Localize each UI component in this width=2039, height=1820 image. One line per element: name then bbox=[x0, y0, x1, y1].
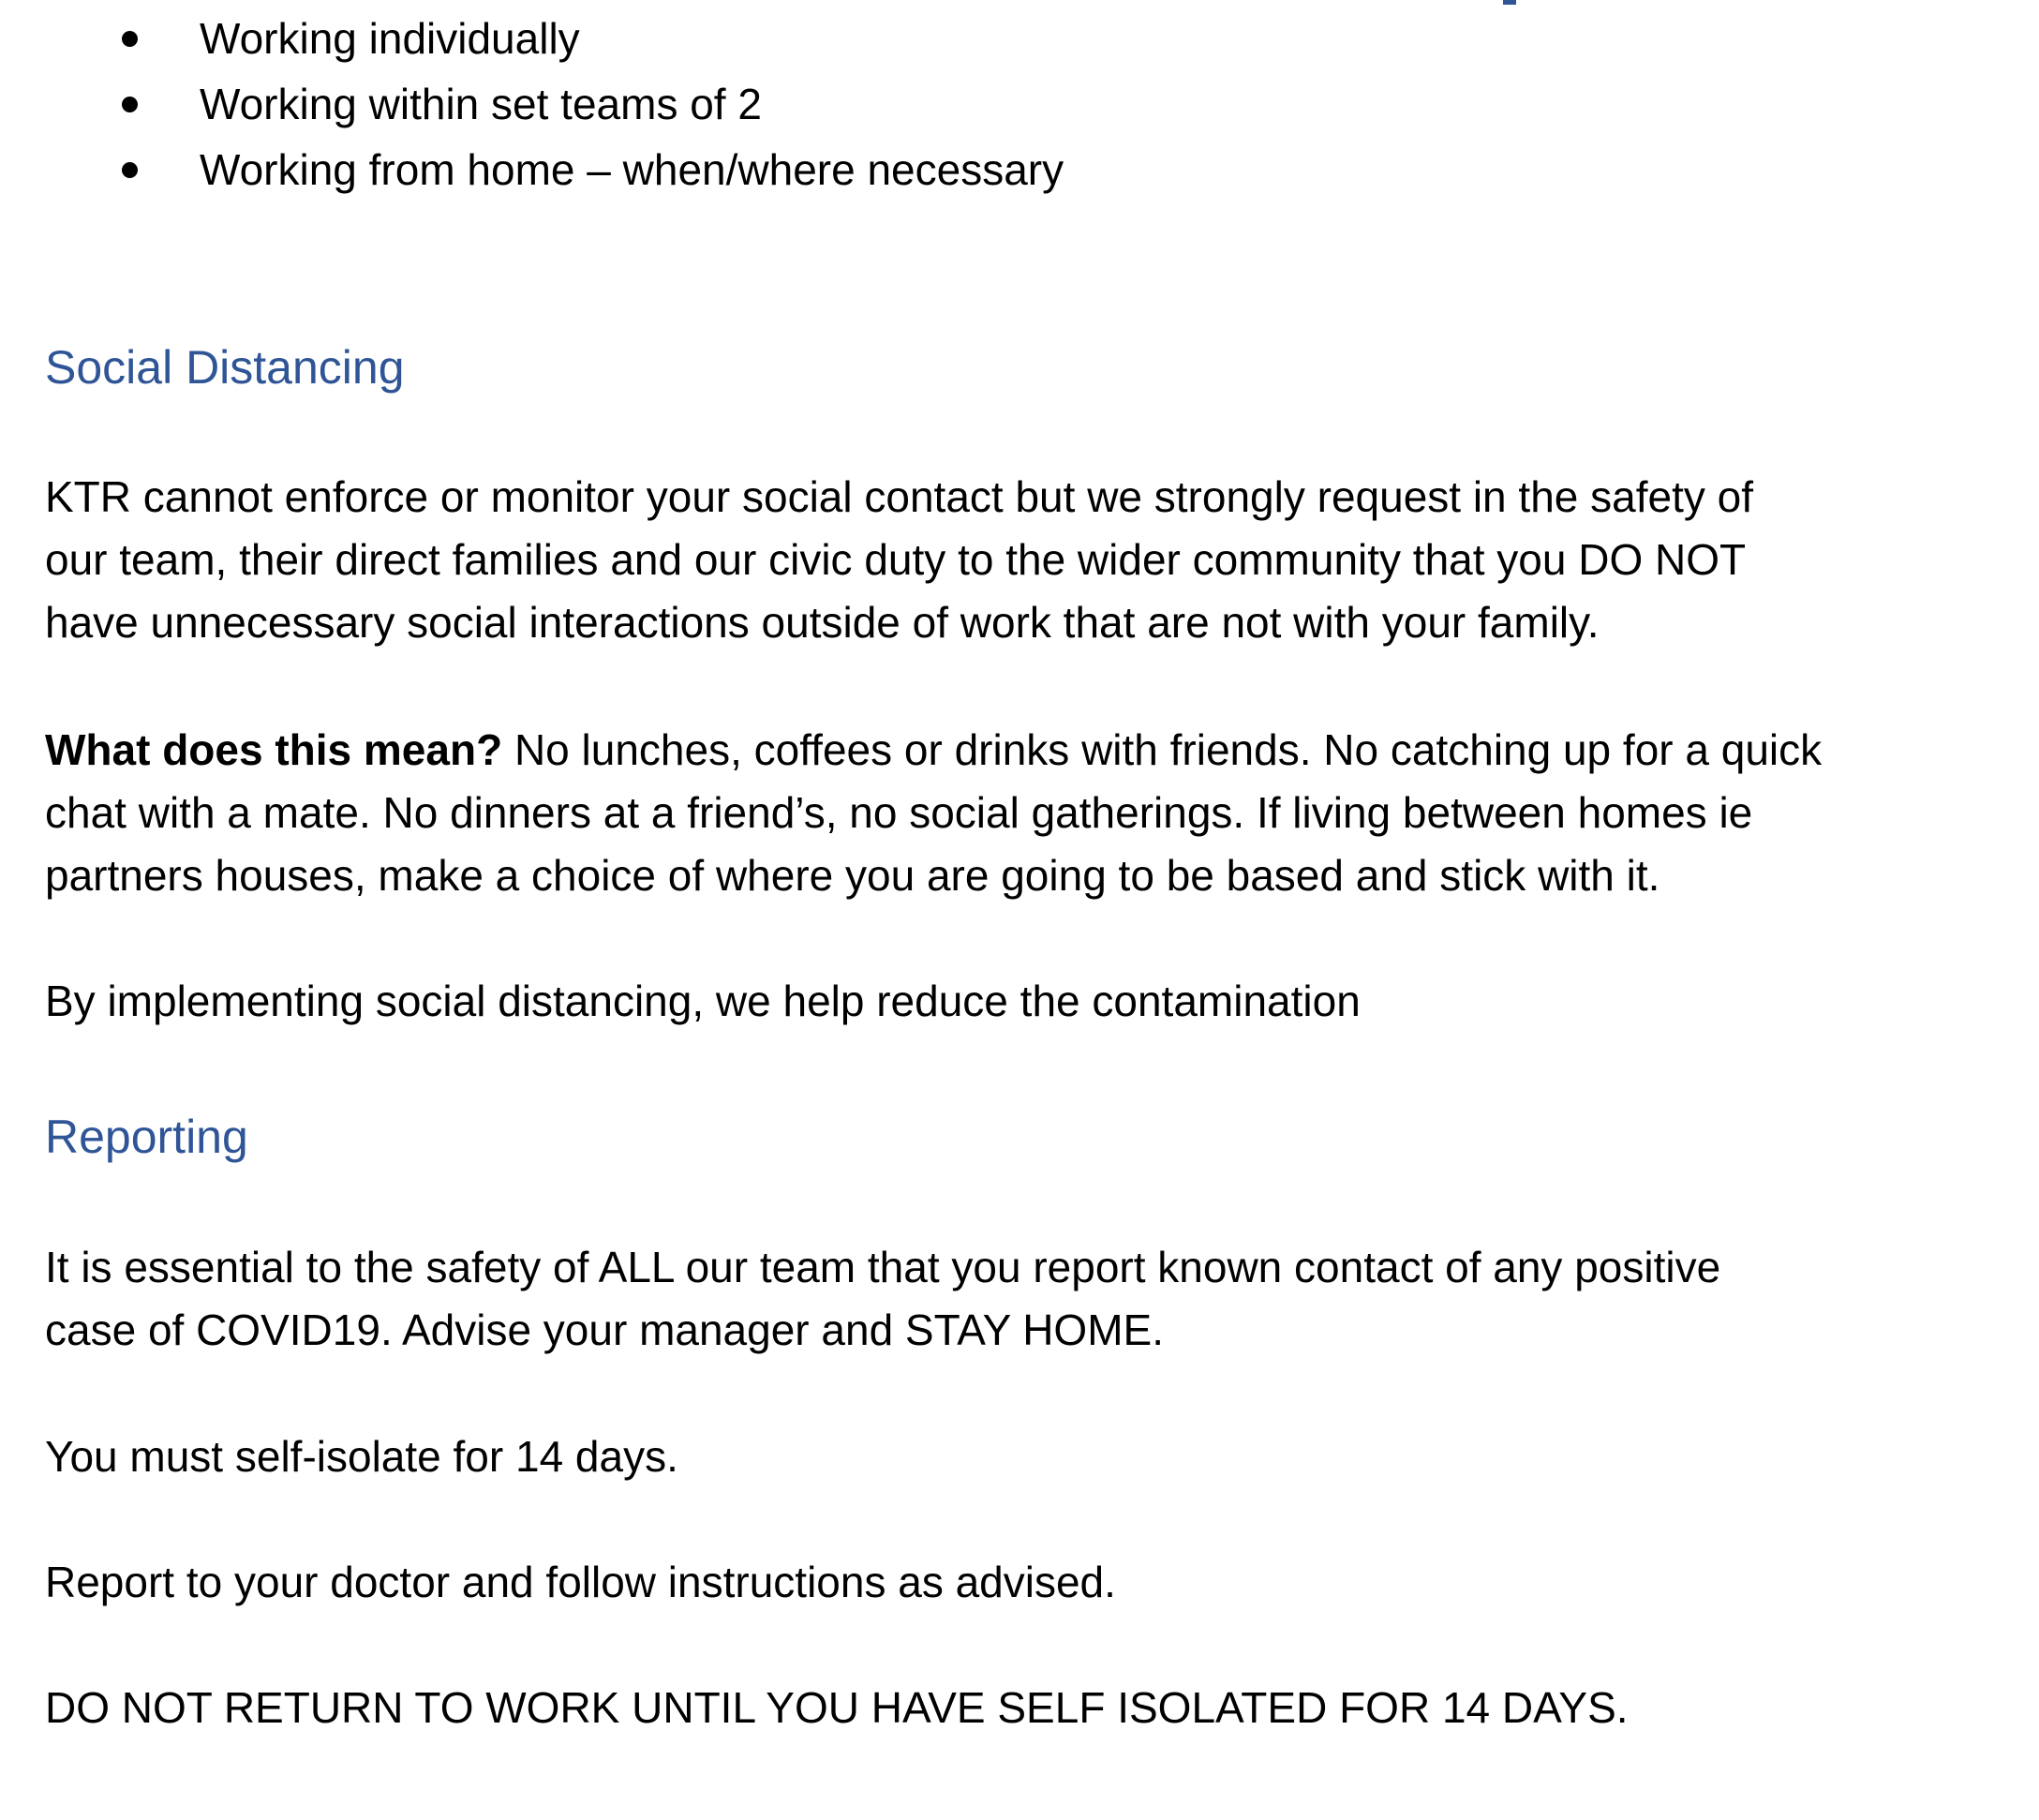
text-run: No lunches, coffees or drinks with friends. No catching up for a quick bbox=[502, 725, 1823, 774]
bullet-list bbox=[0, 6, 2039, 202]
list-item-text: Working individually bbox=[200, 14, 580, 63]
reporting-paragraph-2 bbox=[45, 1425, 2003, 1488]
text-line: chat with a mate. No dinners at a friend’s, no social gatherings. If living between homes ie bbox=[45, 788, 1753, 837]
social-distancing-paragraph-2 bbox=[45, 719, 2003, 907]
text-line: It is essential to the safety of ALL our team that you report known contact of any positive bbox=[45, 1243, 1721, 1291]
list-item-text: Working within set teams of 2 bbox=[200, 80, 762, 128]
text-line: By implementing social distancing, we help reduce the contamination bbox=[45, 977, 1361, 1025]
social-distancing-paragraph-1 bbox=[45, 466, 2003, 654]
text-line: You must self-isolate for 14 days. bbox=[45, 1432, 678, 1481]
bullet-icon bbox=[122, 162, 138, 178]
list-item bbox=[0, 6, 2039, 71]
text-line: have unnecessary social interactions outside of work that are not with your family. bbox=[45, 598, 1600, 647]
text-line: case of COVID19. Advise your manager and STAY HOME. bbox=[45, 1305, 1164, 1354]
what-does-this-mean-label: What does this mean? bbox=[45, 725, 503, 774]
text-line: Report to your doctor and follow instructions as advised. bbox=[45, 1558, 1116, 1606]
heading-fragment-mark bbox=[1503, 0, 1516, 5]
text-line bbox=[45, 719, 2003, 782]
text-line: partners houses, make a choice of where you are going to be based and stick with it. bbox=[45, 851, 1660, 900]
reporting-paragraph-4 bbox=[45, 1677, 2003, 1739]
bullet-icon bbox=[122, 31, 138, 47]
social-distancing-paragraph-3 bbox=[45, 970, 2003, 1033]
bullet-icon bbox=[122, 97, 138, 112]
reporting-heading: Reporting bbox=[45, 1111, 248, 1163]
reporting-paragraph-3 bbox=[45, 1551, 2003, 1614]
text-line: KTR cannot enforce or monitor your social contact but we strongly request in the safety of bbox=[45, 472, 1754, 521]
reporting-paragraph-1 bbox=[45, 1236, 2003, 1362]
text-line: our team, their direct families and our civic duty to the wider community that you DO NOT bbox=[45, 535, 1747, 584]
list-item-text: Working from home – when/where necessary bbox=[200, 145, 1064, 194]
list-item bbox=[0, 71, 2039, 137]
list-item bbox=[0, 137, 2039, 202]
text-line: DO NOT RETURN TO WORK UNTIL YOU HAVE SELF ISOLATED FOR 14 DAYS. bbox=[45, 1683, 1629, 1732]
social-distancing-heading: Social Distancing bbox=[45, 341, 405, 394]
